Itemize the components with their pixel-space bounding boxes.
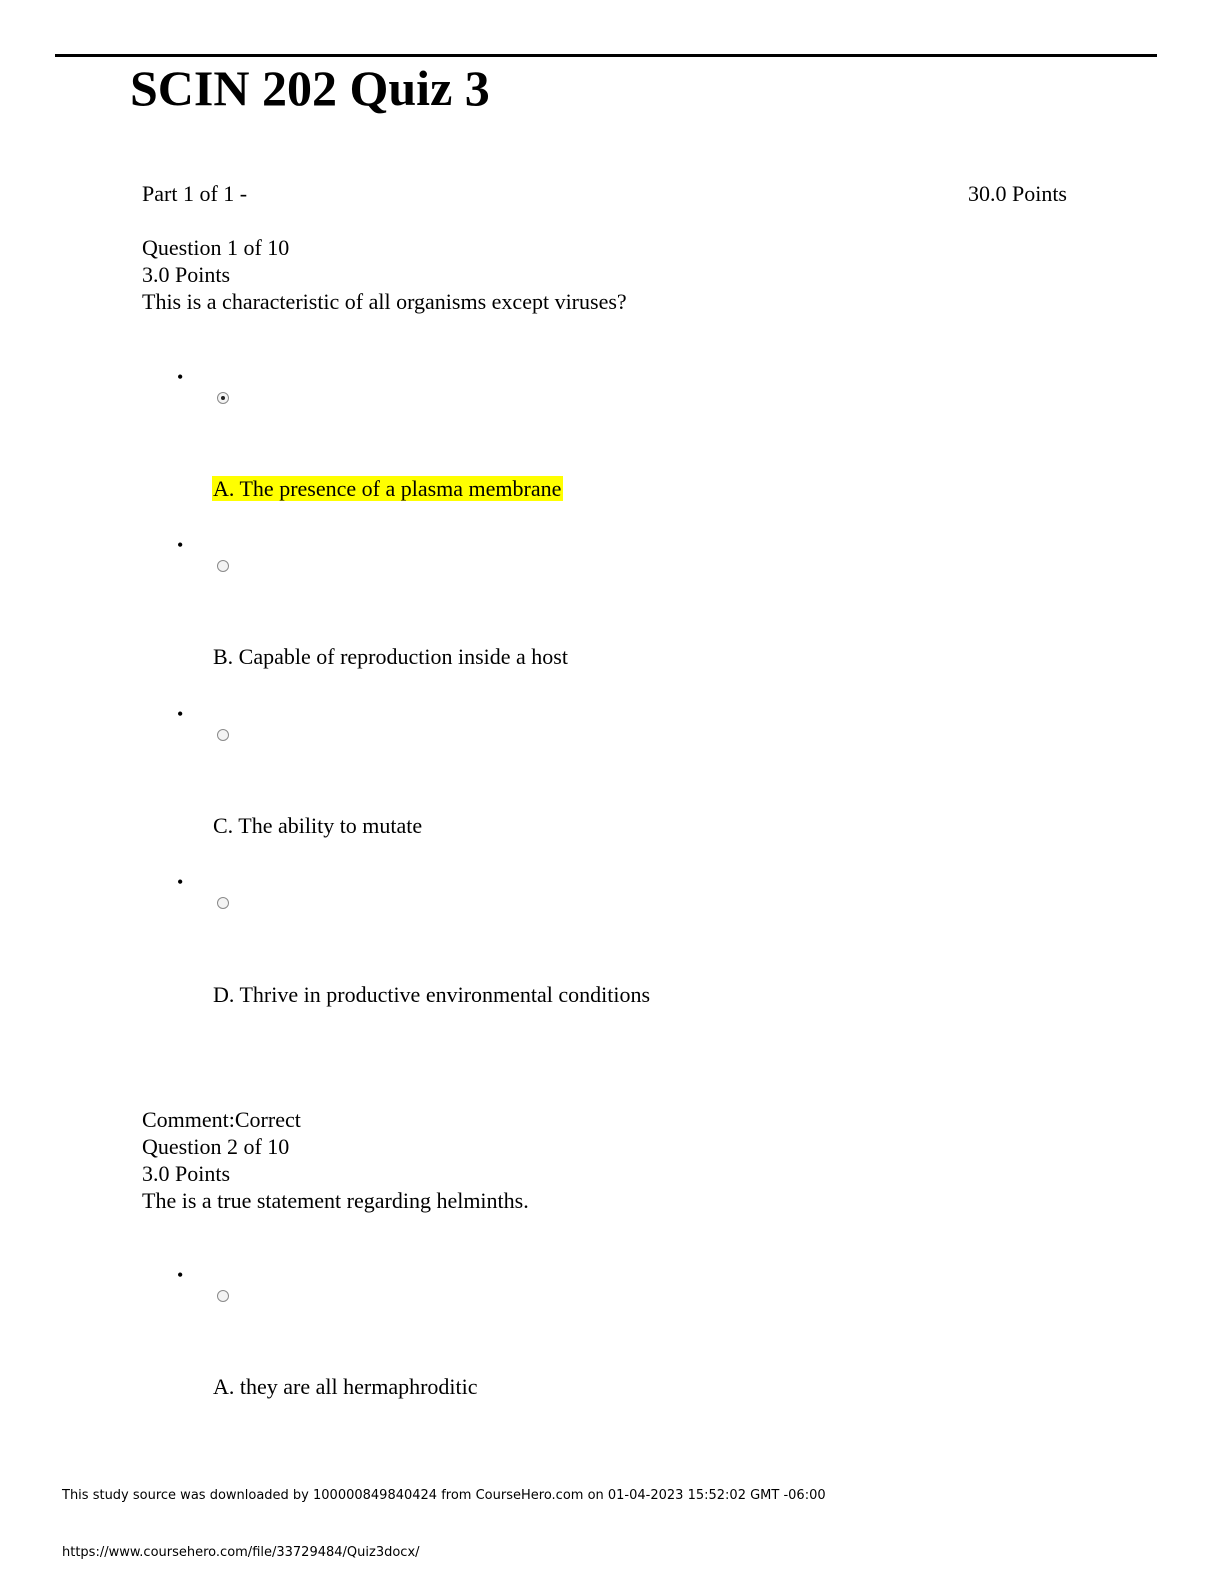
bullet-icon: •: [177, 872, 184, 892]
question-points: 3.0 Points: [142, 262, 231, 287]
radio-button[interactable]: [217, 1290, 229, 1302]
answer-label: D. Thrive in productive environmental conditions: [213, 982, 651, 1007]
radio-button[interactable]: [217, 729, 229, 741]
question-prompt: This is a characteristic of all organisms except viruses?: [142, 289, 627, 314]
source-url[interactable]: https://www.coursehero.com/file/33729484/Quiz3docx/: [62, 1545, 420, 1560]
radio-button[interactable]: [217, 897, 229, 909]
answer-label: [212, 475, 563, 502]
question-prompt: The is a true statement regarding helminths.: [142, 1188, 529, 1213]
bullet-icon: •: [177, 367, 184, 387]
bullet-icon: •: [177, 535, 184, 555]
bullet-icon: •: [177, 1265, 184, 1285]
answer-label: C. The ability to mutate: [213, 813, 423, 838]
page-title: SCIN 202 Quiz 3: [130, 60, 490, 116]
download-notice: This study source was downloaded by 100000849840424 from CourseHero.com on 01-04-2023 15:52:02 GMT -06:00: [62, 1488, 826, 1503]
question-number: Question 2 of 10: [142, 1134, 290, 1159]
question-number: Question 1 of 10: [142, 235, 290, 260]
radio-button-selected[interactable]: [217, 392, 229, 404]
top-rule: [55, 54, 1157, 57]
highlighted-answer: A. The presence of a plasma membrane: [213, 476, 562, 501]
radio-button[interactable]: [217, 560, 229, 572]
answer-label: B. Capable of reproduction inside a host: [213, 644, 568, 669]
part-points: 30.0 Points: [967, 181, 1067, 206]
question-comment: Comment:Correct: [142, 1107, 301, 1132]
bullet-icon: •: [177, 704, 184, 724]
part-label: Part 1 of 1 -: [142, 181, 248, 206]
question-points: 3.0 Points: [142, 1161, 231, 1186]
answer-label: A. they are all hermaphroditic: [213, 1374, 478, 1399]
